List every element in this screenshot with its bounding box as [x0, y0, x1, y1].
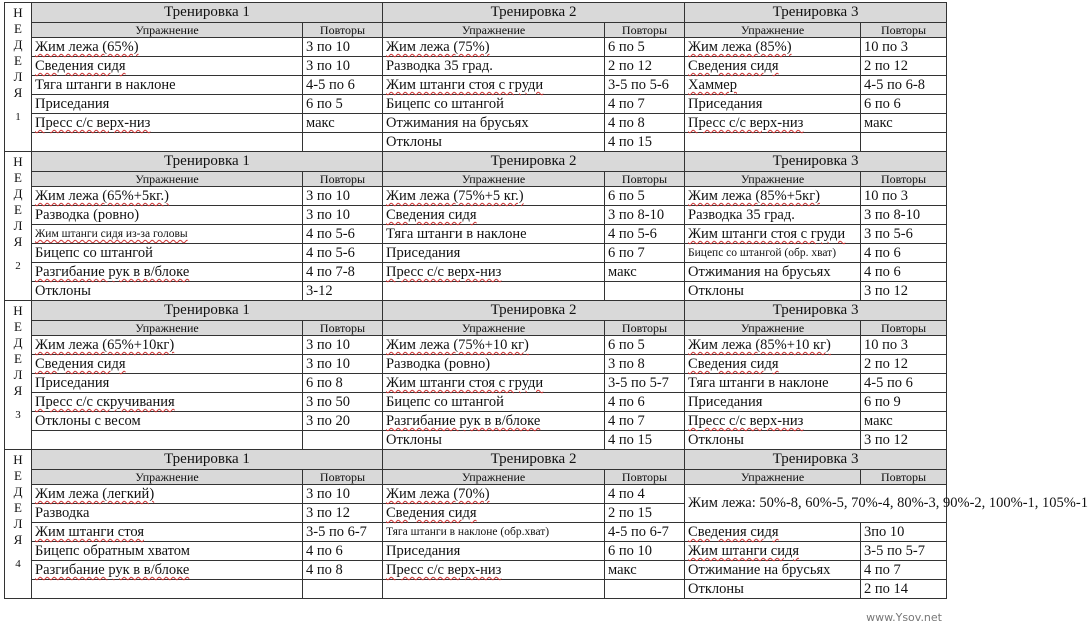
- week-letter: Е: [14, 500, 22, 515]
- workout-title: Тренировка 1: [32, 450, 383, 470]
- reps-cell: 4 по 5-6: [303, 244, 383, 263]
- exercise-cell: [32, 263, 303, 282]
- reps-cell: 10 по 3: [861, 336, 947, 355]
- exercise-cell: [32, 95, 303, 114]
- exercise-name: Отклоны: [688, 283, 744, 299]
- reps-column-header: Повторы: [303, 172, 383, 187]
- reps-cell: 10 по 3: [861, 187, 947, 206]
- week-letter: Е: [14, 21, 22, 36]
- exercise-cell: [685, 95, 861, 114]
- reps-cell: 4 по 8: [605, 114, 685, 133]
- exercise-name: Отклоны: [688, 581, 744, 597]
- reps-cell: 3 по 10: [303, 187, 383, 206]
- week-number: 2: [15, 260, 21, 272]
- reps-cell: 3 по 8-10: [605, 206, 685, 225]
- exercise-name: Приседания: [688, 96, 763, 112]
- reps-cell: 4 по 6: [303, 542, 383, 561]
- reps-cell: [303, 431, 383, 450]
- exercise-name: Отклоны: [386, 432, 442, 448]
- reps-cell: 3-5 по 5-7: [861, 542, 947, 561]
- exercise-cell: [383, 76, 605, 95]
- reps-cell: 3 по 12: [303, 504, 383, 523]
- exercise-cell: [685, 133, 861, 152]
- reps-cell: 3по 10: [861, 523, 947, 542]
- exercise-cell: [32, 57, 303, 76]
- exercise-cell: [32, 542, 303, 561]
- exercise-cell: [685, 282, 861, 301]
- exercise-cell: [32, 355, 303, 374]
- exercise-name: Отжимания на брусьях: [386, 115, 529, 131]
- reps-cell: 4-5 по 6-7: [605, 523, 685, 542]
- exercise-name: Разводка (ровно): [35, 207, 140, 223]
- exercise-name: Жим штанги сидя из-за головы: [35, 228, 188, 240]
- exercise-name: Бицепс со штангой: [386, 96, 504, 112]
- exercise-column-header: Упражнение: [685, 470, 861, 485]
- exercise-cell: [685, 57, 861, 76]
- exercise-name: Жим лежа (75%+10 кг): [386, 337, 529, 353]
- reps-cell: 6 по 9: [861, 393, 947, 412]
- exercise-name: Жим лежа (65%): [35, 39, 139, 55]
- exercise-name: Жим штанги стоя с груди: [688, 226, 846, 242]
- reps-column-header: Повторы: [605, 23, 685, 38]
- exercise-name: Бицепс со штангой: [35, 245, 153, 261]
- exercise-name: Жим лежа (70%): [386, 486, 490, 502]
- exercise-name: Бицепс обратным хватом: [35, 543, 190, 559]
- exercise-cell: [685, 244, 861, 263]
- exercise-cell: [685, 412, 861, 431]
- reps-cell: 4 по 7: [605, 412, 685, 431]
- reps-cell: 3 по 12: [861, 431, 947, 450]
- workout-title: Тренировка 3: [685, 3, 947, 23]
- reps-cell: 3 по 12: [861, 282, 947, 301]
- reps-cell: 4 по 6: [861, 263, 947, 282]
- reps-cell: макс: [861, 114, 947, 133]
- exercise-cell: [383, 431, 605, 450]
- workout-title: Тренировка 2: [383, 450, 685, 470]
- reps-cell: 3 по 20: [303, 412, 383, 431]
- week-letter: Е: [14, 202, 22, 217]
- reps-cell: 3 по 10: [303, 355, 383, 374]
- exercise-name: Сведения сидя: [688, 58, 779, 74]
- reps-cell: 3 по 8: [605, 355, 685, 374]
- exercise-column-header: Упражнение: [685, 23, 861, 38]
- reps-column-header: Повторы: [303, 321, 383, 336]
- reps-column-header: Повторы: [303, 23, 383, 38]
- reps-cell: 2 по 12: [861, 57, 947, 76]
- exercise-column-header: Упражнение: [685, 321, 861, 336]
- reps-cell: 3-5 по 5-7: [605, 374, 685, 393]
- exercise-column-header: Упражнение: [32, 23, 303, 38]
- reps-cell: 6 по 7: [605, 244, 685, 263]
- exercise-name: Жим штанги сидя: [688, 543, 800, 559]
- exercise-cell: [685, 485, 1088, 523]
- exercise-name: Жим лежа (65%+5кг.): [35, 188, 169, 204]
- exercise-cell: [383, 542, 605, 561]
- reps-cell: 3 по 50: [303, 393, 383, 412]
- exercise-cell: [383, 244, 605, 263]
- exercise-cell: [685, 114, 861, 133]
- week-letter: Я: [13, 85, 23, 100]
- exercise-name: Сведения сидя: [386, 207, 477, 223]
- exercise-name: Жим лежа (85%): [688, 39, 792, 55]
- week-letter: Е: [14, 170, 22, 185]
- exercise-name: Сведения сидя: [386, 505, 477, 521]
- exercise-cell: [32, 206, 303, 225]
- exercise-cell: [383, 206, 605, 225]
- reps-cell: 4-5 по 6: [303, 76, 383, 95]
- week-letter: Н: [13, 452, 23, 467]
- exercise-cell: [685, 187, 861, 206]
- exercise-cell: [383, 336, 605, 355]
- exercise-cell: [685, 542, 861, 561]
- exercise-name: Разгибание рук в в/блоке: [35, 562, 190, 578]
- exercise-name: Бицепс со штангой (обр. хват): [688, 247, 837, 259]
- reps-cell: 4 по 8: [303, 561, 383, 580]
- exercise-name: Бицепс со штангой: [386, 394, 504, 410]
- week-letter: Л: [13, 218, 23, 233]
- workout-title: Тренировка 2: [383, 3, 685, 23]
- exercise-name: Сведения сидя: [688, 356, 779, 372]
- exercise-cell: [685, 336, 861, 355]
- exercise-name: Сведения сидя: [35, 356, 126, 372]
- exercise-cell: [32, 38, 303, 57]
- exercise-cell: [383, 95, 605, 114]
- exercise-column-header: Упражнение: [32, 172, 303, 187]
- exercise-name: Жим лежа (85%+5кг): [688, 188, 820, 204]
- workout-title: Тренировка 1: [32, 3, 383, 23]
- reps-cell: 3 по 10: [303, 336, 383, 355]
- reps-cell: 2 по 15: [605, 504, 685, 523]
- reps-cell: 4 по 6: [605, 393, 685, 412]
- week-letter: Е: [14, 351, 22, 366]
- reps-cell: 3 по 10: [303, 485, 383, 504]
- reps-cell: 4 по 4: [605, 485, 685, 504]
- reps-cell: [303, 580, 383, 599]
- exercise-name: Разводка (ровно): [386, 356, 491, 372]
- exercise-name: Тяга штанги в наклоне: [688, 375, 829, 391]
- exercise-name: Пресс с/с верх-низ: [386, 562, 502, 578]
- reps-cell: 6 по 5: [303, 95, 383, 114]
- exercise-cell: [383, 263, 605, 282]
- reps-cell: 4 по 6: [861, 244, 947, 263]
- reps-cell: [605, 282, 685, 301]
- week-letter: Н: [13, 5, 23, 20]
- exercise-name: Пресс с/с верх-низ: [386, 264, 502, 280]
- exercise-cell: [685, 225, 861, 244]
- exercise-cell: [32, 282, 303, 301]
- reps-column-header: Повторы: [861, 321, 947, 336]
- exercise-name: Приседания: [35, 96, 110, 112]
- exercise-name: Хаммер: [688, 77, 737, 93]
- exercise-cell: [32, 225, 303, 244]
- reps-cell: 2 по 12: [605, 57, 685, 76]
- exercise-name: Отжимание на брусьях: [688, 562, 831, 578]
- reps-cell: 3 по 10: [303, 206, 383, 225]
- watermark: www.Ysov.net: [866, 611, 942, 624]
- reps-cell: 4 по 5-6: [605, 225, 685, 244]
- week-label: [5, 152, 32, 301]
- reps-cell: 3-5 по 5-6: [605, 76, 685, 95]
- week-label: [5, 301, 32, 450]
- week-letter: Д: [13, 335, 23, 350]
- exercise-name: Жим лежа (75%+5 кг.): [386, 188, 524, 204]
- reps-cell: макс: [605, 561, 685, 580]
- workout-title: Тренировка 3: [685, 152, 947, 172]
- exercise-cell: [383, 412, 605, 431]
- reps-cell: 6 по 10: [605, 542, 685, 561]
- exercise-cell: [32, 523, 303, 542]
- reps-cell: [861, 133, 947, 152]
- exercise-cell: [383, 374, 605, 393]
- exercise-name: Приседания: [35, 375, 110, 391]
- reps-cell: [605, 580, 685, 599]
- reps-cell: 4-5 по 6-8: [861, 76, 947, 95]
- reps-cell: 4 по 5-6: [303, 225, 383, 244]
- exercise-name: Пресс с/с верх-низ: [688, 115, 804, 131]
- reps-cell: 4 по 7: [605, 95, 685, 114]
- exercise-name: Пресс с/с верх-низ: [35, 115, 151, 131]
- exercise-cell: [383, 523, 605, 542]
- exercise-cell: [383, 114, 605, 133]
- exercise-cell: [685, 76, 861, 95]
- exercise-name: Пресс с/с верх-низ: [688, 413, 804, 429]
- exercise-cell: [383, 504, 605, 523]
- exercise-column-header: Упражнение: [685, 172, 861, 187]
- exercise-name: Отклоны: [688, 432, 744, 448]
- exercise-name: Пресс с/с скручивания: [35, 394, 175, 410]
- exercise-name: Тяга штанги в наклоне: [386, 226, 527, 242]
- exercise-name: Отжимания на брусьях: [688, 264, 831, 280]
- exercise-name: Разгибание рук в в/блоке: [35, 264, 190, 280]
- reps-cell: 3-12: [303, 282, 383, 301]
- week-letter: Я: [13, 532, 23, 547]
- reps-column-header: Повторы: [861, 172, 947, 187]
- exercise-cell: [383, 133, 605, 152]
- reps-cell: 4 по 15: [605, 133, 685, 152]
- reps-cell: 4-5 по 6: [861, 374, 947, 393]
- exercise-cell: [32, 76, 303, 95]
- exercise-cell: [383, 38, 605, 57]
- reps-cell: 3-5 по 6-7: [303, 523, 383, 542]
- exercise-cell: [383, 355, 605, 374]
- exercise-cell: [32, 336, 303, 355]
- exercise-name: Тяга штанги в наклоне: [35, 77, 176, 93]
- reps-cell: 4 по 15: [605, 431, 685, 450]
- exercise-cell: [383, 57, 605, 76]
- workout-title: Тренировка 3: [685, 301, 947, 321]
- week-letter: Д: [13, 37, 23, 52]
- exercise-cell: [685, 263, 861, 282]
- workout-title: Тренировка 2: [383, 301, 685, 321]
- exercise-cell: [383, 282, 605, 301]
- exercise-cell: [383, 580, 605, 599]
- exercise-cell: [685, 580, 861, 599]
- reps-column-header: Повторы: [861, 23, 947, 38]
- exercise-cell: [685, 431, 861, 450]
- reps-cell: 10 по 3: [861, 38, 947, 57]
- week-letter: Е: [14, 53, 22, 68]
- week-number: 1: [15, 111, 21, 123]
- reps-cell: [303, 133, 383, 152]
- week-letter: Н: [13, 303, 23, 318]
- exercise-cell: [383, 393, 605, 412]
- week-number: 4: [15, 558, 21, 570]
- exercise-name: Жим штанги стоя: [35, 524, 144, 540]
- week-label: [5, 3, 32, 152]
- exercise-cell: [32, 412, 303, 431]
- exercise-cell: [685, 38, 861, 57]
- exercise-cell: [32, 431, 303, 450]
- reps-cell: 6 по 6: [861, 95, 947, 114]
- exercise-column-header: Упражнение: [32, 321, 303, 336]
- exercise-cell: [32, 187, 303, 206]
- exercise-name: Жим штанги стоя с груди: [386, 375, 544, 391]
- workout-title: Тренировка 3: [685, 450, 947, 470]
- exercise-name: Отклоны с весом: [35, 413, 141, 429]
- exercise-name: Разводка 35 град.: [688, 207, 795, 223]
- exercise-cell: [685, 355, 861, 374]
- reps-column-header: Повторы: [303, 470, 383, 485]
- reps-cell: 3 по 8-10: [861, 206, 947, 225]
- reps-cell: 4 по 7: [861, 561, 947, 580]
- week-letter: Я: [13, 234, 23, 249]
- reps-cell: макс: [303, 114, 383, 133]
- exercise-column-header: Упражнение: [383, 321, 605, 336]
- reps-cell: макс: [861, 412, 947, 431]
- exercise-column-header: Упражнение: [383, 470, 605, 485]
- week-letter: Д: [13, 186, 23, 201]
- reps-cell: 2 по 12: [861, 355, 947, 374]
- exercise-name: Разводка: [35, 505, 90, 521]
- exercise-cell: [32, 133, 303, 152]
- exercise-name: Отклоны: [35, 283, 91, 299]
- week-label: [5, 450, 32, 599]
- week-letter: Е: [14, 319, 22, 334]
- reps-cell: 2 по 14: [861, 580, 947, 599]
- exercise-name: Сведения сидя: [35, 58, 126, 74]
- exercise-name: Тяга штанги в наклоне (обр.хват): [386, 526, 550, 538]
- reps-cell: макс: [605, 263, 685, 282]
- exercise-cell: [685, 393, 861, 412]
- exercise-name: Жим лежа (65%+10кг): [35, 337, 175, 353]
- exercise-name: Жим лежа (85%+10 кг): [688, 337, 831, 353]
- reps-column-header: Повторы: [605, 470, 685, 485]
- workout-title: Тренировка 1: [32, 152, 383, 172]
- exercise-cell: [685, 206, 861, 225]
- exercise-cell: [383, 485, 605, 504]
- exercise-cell: [32, 504, 303, 523]
- exercise-name: Приседания: [688, 394, 763, 410]
- reps-cell: 3 по 10: [303, 38, 383, 57]
- exercise-name: Разгибание рук в в/блоке: [386, 413, 541, 429]
- exercise-name: Жим лежа (75%): [386, 39, 490, 55]
- workout-title: Тренировка 2: [383, 152, 685, 172]
- exercise-name: Отклоны: [386, 134, 442, 150]
- reps-column-header: Повторы: [605, 172, 685, 187]
- exercise-cell: [32, 485, 303, 504]
- exercise-cell: [32, 374, 303, 393]
- exercise-cell: [32, 561, 303, 580]
- week-letter: Д: [13, 484, 23, 499]
- reps-cell: 6 по 5: [605, 187, 685, 206]
- training-program-table: [4, 2, 1088, 599]
- reps-column-header: Повторы: [605, 321, 685, 336]
- week-letter: Л: [13, 69, 23, 84]
- exercise-column-header: Упражнение: [383, 23, 605, 38]
- reps-cell: 6 по 8: [303, 374, 383, 393]
- week-number: 3: [15, 409, 21, 421]
- exercise-cell: [685, 374, 861, 393]
- exercise-name: Жим лежа (легкий): [35, 486, 155, 502]
- exercise-cell: [383, 187, 605, 206]
- week-letter: Я: [13, 383, 23, 398]
- week-letter: Л: [13, 516, 23, 531]
- reps-cell: 6 по 5: [605, 38, 685, 57]
- exercise-cell: [32, 244, 303, 263]
- reps-cell: 6 по 5: [605, 336, 685, 355]
- workout-title: Тренировка 1: [32, 301, 383, 321]
- exercise-name: Сведения сидя: [688, 524, 779, 540]
- exercise-name: Жим лежа: 50%-8, 60%-5, 70%-4, 80%-3, 90%-2, 100%-1, 105%-1: [688, 495, 1088, 511]
- exercise-cell: [32, 114, 303, 133]
- exercise-column-header: Упражнение: [32, 470, 303, 485]
- exercise-name: Разводка 35 град.: [386, 58, 493, 74]
- week-letter: Л: [13, 367, 23, 382]
- exercise-cell: [32, 393, 303, 412]
- week-letter: Е: [14, 468, 22, 483]
- exercise-cell: [685, 523, 861, 542]
- exercise-cell: [32, 580, 303, 599]
- exercise-name: Приседания: [386, 543, 461, 559]
- reps-cell: 4 по 7-8: [303, 263, 383, 282]
- exercise-name: Приседания: [386, 245, 461, 261]
- reps-cell: 3 по 5-6: [861, 225, 947, 244]
- exercise-name: Жим штанги стоя с груди: [386, 77, 544, 93]
- exercise-cell: [383, 561, 605, 580]
- week-letter: Н: [13, 154, 23, 169]
- reps-cell: 3 по 10: [303, 57, 383, 76]
- exercise-column-header: Упражнение: [383, 172, 605, 187]
- exercise-cell: [383, 225, 605, 244]
- reps-column-header: Повторы: [861, 470, 947, 485]
- exercise-cell: [685, 561, 861, 580]
